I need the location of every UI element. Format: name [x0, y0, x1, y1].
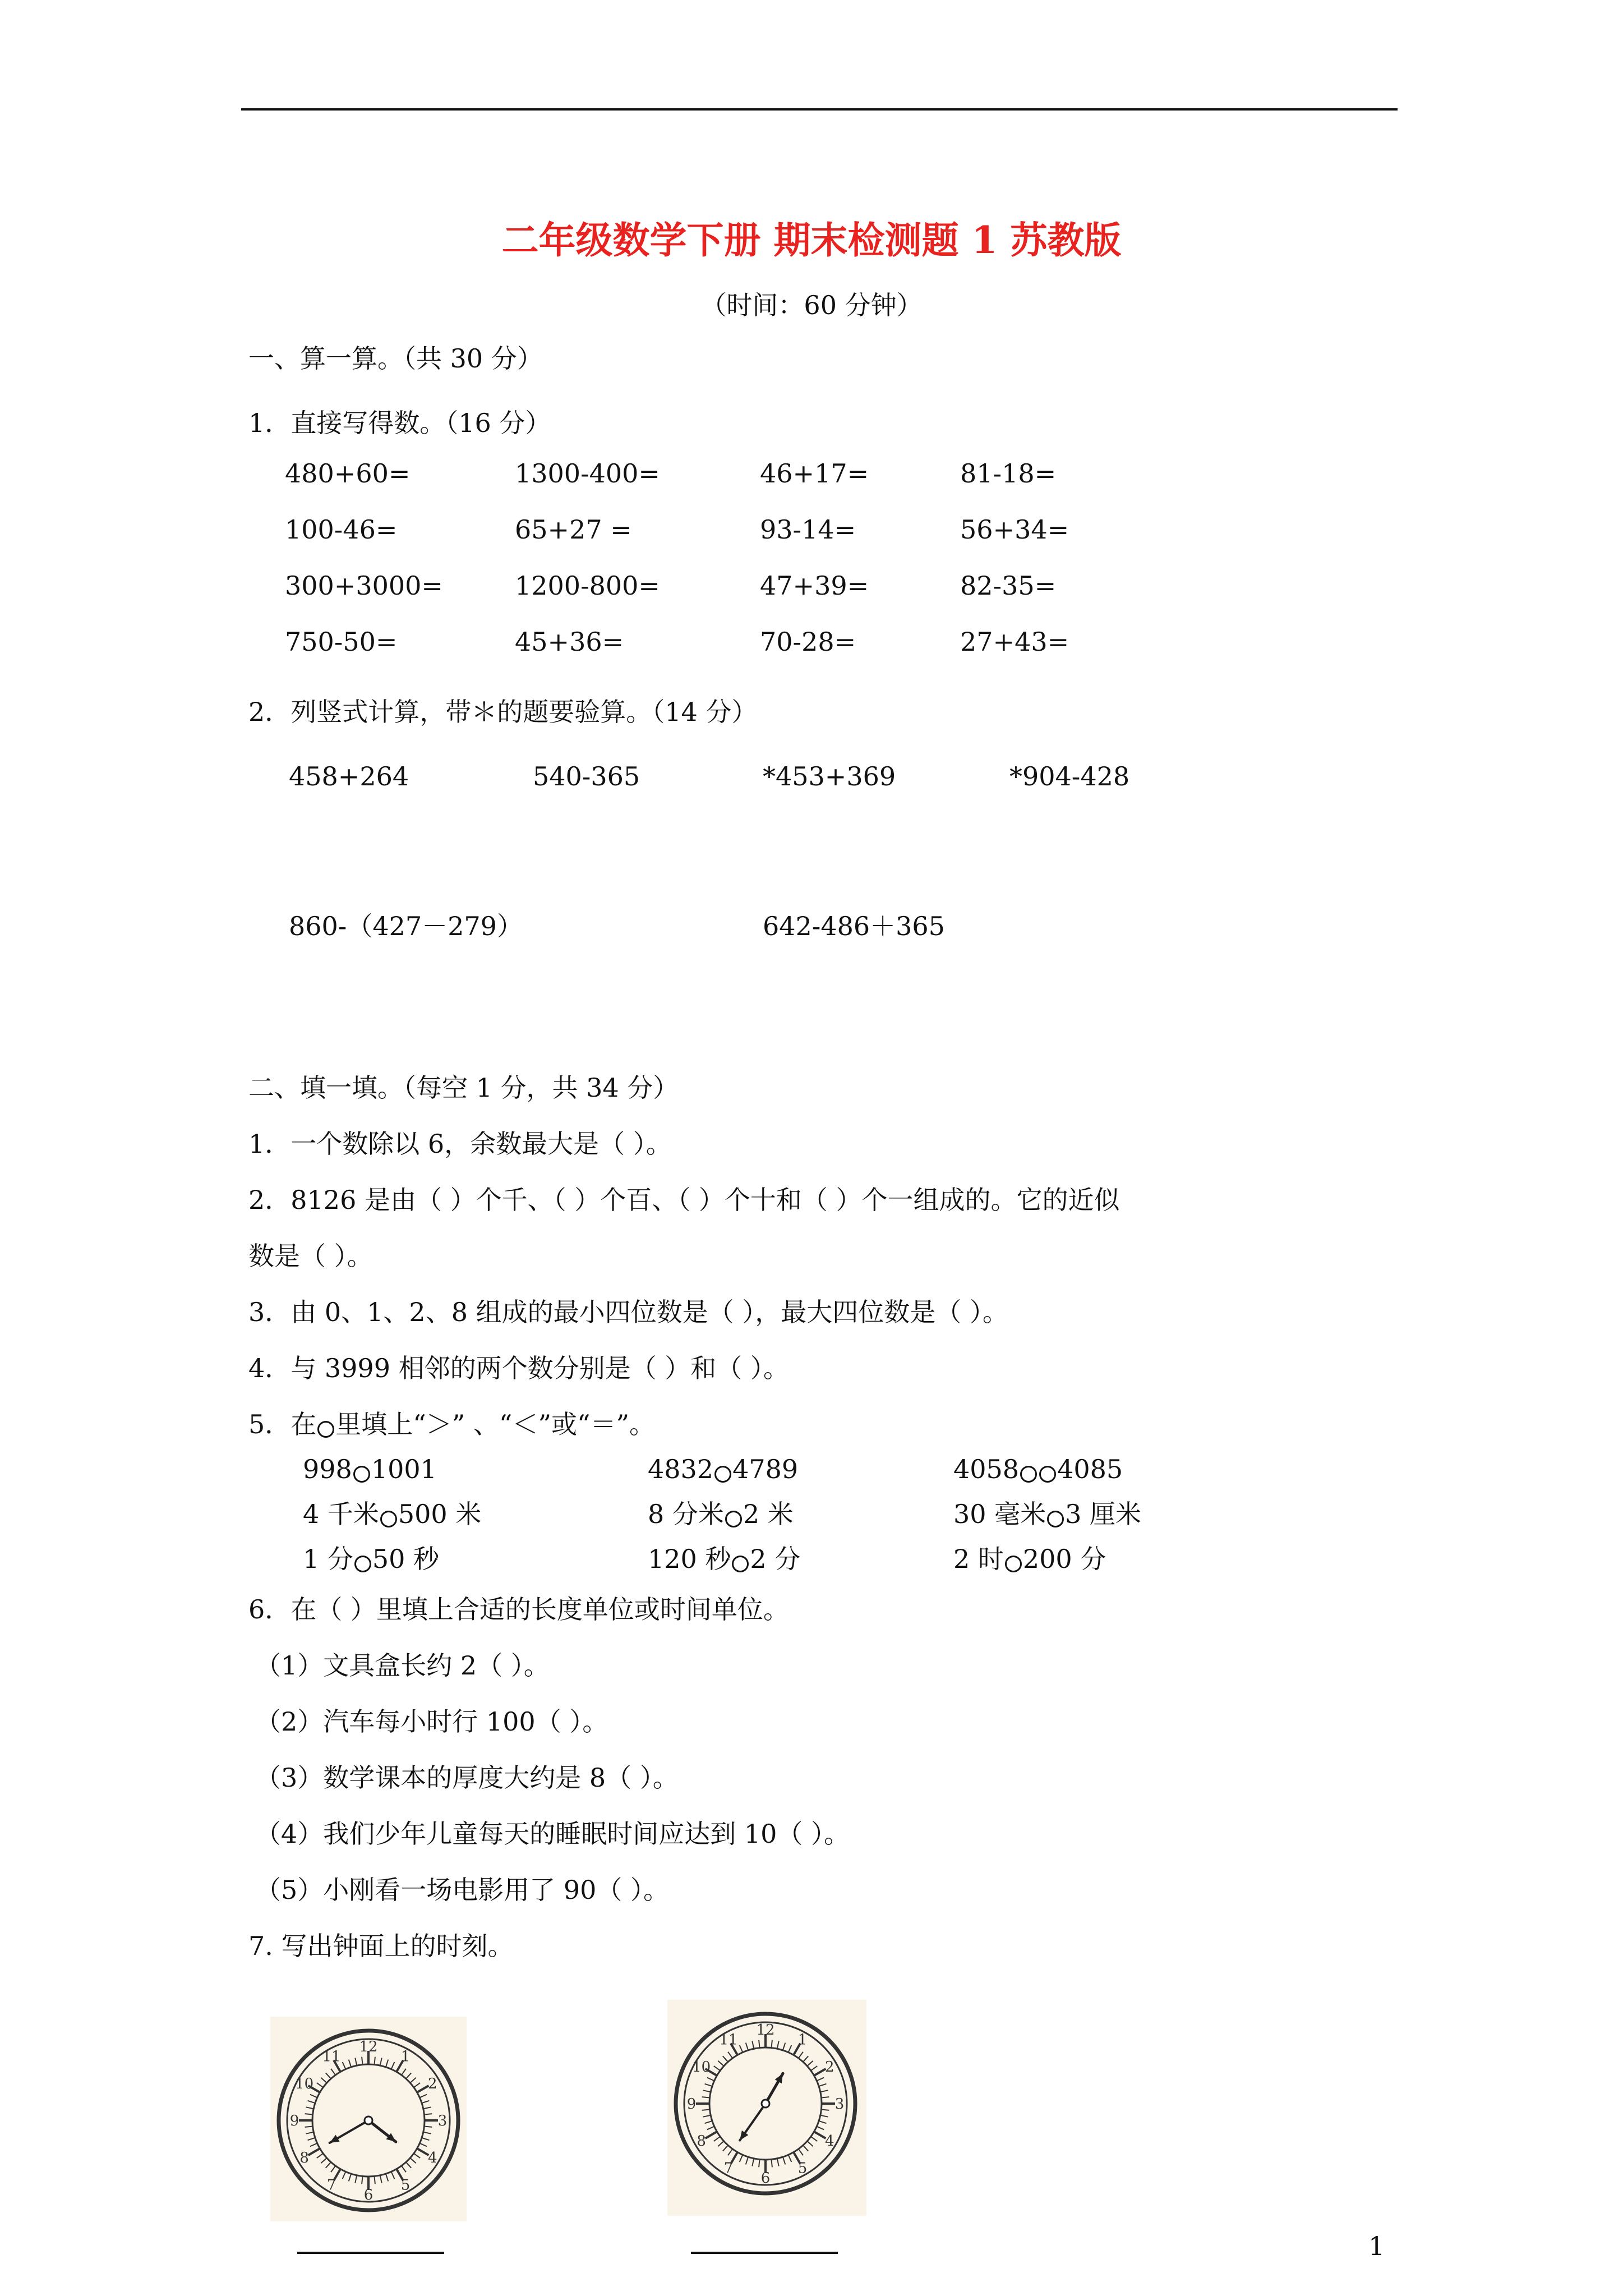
clock-tick: [417, 2148, 429, 2155]
clock-tick: [386, 2060, 388, 2067]
clock-2-answer-line: [691, 2252, 838, 2254]
compare-left: 998: [303, 1454, 352, 1484]
clock-center-pin: [762, 2100, 769, 2108]
clock-tick: [422, 2138, 429, 2140]
clock-tick: [771, 2159, 772, 2167]
clock-tick: [406, 2162, 411, 2168]
clock-tick: [799, 2149, 803, 2155]
calc-cell: 47+39=: [760, 570, 869, 601]
compare-left: 8 分米: [648, 1499, 724, 1529]
clock-tick: [308, 2138, 315, 2140]
clock-tick: [714, 2066, 720, 2070]
clock-tick: [783, 2157, 785, 2164]
compare-right: 500 米: [398, 1499, 482, 1529]
compare-item: [303, 1453, 437, 1485]
clock-tick: [308, 2101, 315, 2103]
clock-tick: [777, 2041, 779, 2049]
compare-circle-icon[interactable]: [1020, 1466, 1037, 1483]
calc-cell: 65+27 =: [515, 514, 632, 545]
clock-tick: [703, 2115, 711, 2117]
clock-number: 4: [825, 2133, 834, 2150]
compare-item: [648, 1498, 794, 1530]
section2-q3: 3．由 0、1、2、8 组成的最小四位数是（ ），最大四位数是（ ）。: [248, 1297, 1008, 1327]
clock-tick: [414, 2083, 420, 2087]
compare-item: [953, 1498, 1141, 1530]
calc-cell: 750-50=: [285, 627, 398, 657]
clock-number: 4: [428, 2150, 437, 2166]
clock-tick: [702, 2109, 710, 2110]
calc-cell: 1300-400=: [515, 458, 660, 489]
clock-2: [670, 2008, 861, 2199]
clock-number: 11: [322, 2048, 341, 2065]
clock-tick: [819, 2121, 826, 2123]
clock-tick: [705, 2084, 712, 2086]
clock-number: 3: [834, 2096, 845, 2113]
time-note: （时间：60 分钟）: [700, 290, 923, 320]
compare-left: 30 毫米: [953, 1499, 1046, 1529]
q6-item: （1）文具盒长约 2（ ）。: [255, 1650, 550, 1681]
clock-tick: [820, 2115, 828, 2117]
compare-right: 2 米: [743, 1499, 794, 1529]
section1-q1-label: 1．直接写得数。（16 分）: [248, 408, 551, 438]
calc-cell: 81-18=: [960, 458, 1057, 489]
clock-tick: [817, 2078, 824, 2081]
compare-circle-icon[interactable]: [380, 1511, 397, 1527]
clock-1-answer-line: [297, 2252, 444, 2254]
section2-q4: 4．与 3999 相邻的两个数分别是（ ）和（ ）。: [248, 1353, 789, 1383]
clock-tick: [728, 2149, 732, 2155]
calc-cell: 300+3000=: [285, 570, 443, 601]
clock-tick: [343, 2062, 346, 2069]
section2-q2-line2: 数是（ ）。: [248, 1241, 373, 1271]
calc-cell: 93-14=: [760, 514, 856, 545]
compare-item: [953, 1453, 1123, 1485]
q6-item: （2）汽车每小时行 100（ ）。: [255, 1706, 608, 1737]
clock-tick: [305, 2126, 313, 2127]
clock-number: 9: [289, 2113, 299, 2129]
calc-cell: 82-35=: [960, 570, 1057, 601]
clock-tick: [707, 2127, 714, 2130]
clock-tick: [306, 2107, 313, 2109]
clock-tick: [380, 2175, 382, 2183]
clock-tick: [706, 2132, 717, 2138]
clock-tick: [723, 2056, 728, 2062]
clock-tick: [783, 2043, 785, 2050]
clock-tick: [414, 2154, 420, 2158]
clock-number: 5: [797, 2160, 808, 2177]
vertical-calc-item: *904-428: [1009, 761, 1130, 792]
vertical-calc-item: *453+369: [763, 761, 896, 792]
clock-tick: [419, 2095, 427, 2098]
clock-tick: [380, 2058, 382, 2065]
clock-number: 6: [363, 2187, 374, 2203]
section2-q5-label: [248, 1408, 655, 1441]
vertical-calc-item: 860-（427－279）: [289, 911, 523, 941]
clock-tick: [331, 2069, 335, 2075]
clock-tick: [308, 2148, 320, 2155]
calc-cell: 70-28=: [760, 627, 856, 657]
calc-cell: 27+43=: [960, 627, 1069, 657]
clock-tick: [410, 2158, 416, 2163]
compare-right: 4085: [1057, 1454, 1123, 1484]
clock-tick: [752, 2159, 754, 2166]
clock-tick: [410, 2078, 416, 2083]
clock-tick: [355, 2058, 357, 2065]
clock-number: 2: [428, 2076, 437, 2092]
clock-tick: [310, 2143, 317, 2147]
clock-tick: [331, 2166, 335, 2172]
clock-number: 7: [723, 2160, 734, 2177]
clock-tick: [419, 2143, 427, 2147]
section2-heading: 二、填一填。（每空 1 分，共 34 分）: [248, 1073, 679, 1103]
clock-tick: [343, 2171, 346, 2179]
vertical-calc-item: 642-486＋365: [763, 911, 945, 941]
compare-item: [648, 1453, 798, 1485]
clock-number: 10: [295, 2076, 314, 2092]
q5-label-post: 里填上“＞” 、“＜”或“＝”。: [335, 1409, 656, 1439]
clock-tick: [803, 2056, 808, 2062]
clock-tick: [807, 2061, 813, 2066]
clock-center-pin: [365, 2116, 372, 2124]
clock-number: 10: [692, 2059, 711, 2076]
clock-tick: [714, 2137, 720, 2141]
q6-item: （5）小刚看一场电影用了 90（ ）。: [255, 1875, 670, 1905]
compare-circle-icon: [317, 1421, 334, 1438]
clock-tick: [402, 2069, 406, 2075]
calc-cell: 56+34=: [960, 514, 1069, 545]
compare-right: 50 秒: [372, 1544, 440, 1574]
clock-tick: [349, 2060, 351, 2067]
section1-q2-label: 2．列竖式计算，带＊的题要验算。（14 分）: [248, 697, 758, 727]
compare-circle-icon[interactable]: [354, 1556, 371, 1572]
vertical-calc-item: 458+264: [289, 761, 409, 792]
q5-label-pre: 5．在: [248, 1409, 317, 1439]
clock-tick: [740, 2045, 743, 2053]
calc-cell: 46+17=: [760, 458, 869, 489]
compare-circle-icon[interactable]: [1005, 1556, 1022, 1572]
clock-tick: [326, 2162, 331, 2168]
clock-number: 1: [797, 2031, 808, 2049]
clock-tick: [391, 2062, 395, 2069]
calc-cell: 1200-800=: [515, 570, 660, 601]
clock-tick: [321, 2158, 326, 2163]
clock-tick: [803, 2145, 808, 2151]
clock-tick: [752, 2041, 754, 2049]
compare-left: 4 千米: [303, 1499, 379, 1529]
clock-tick: [777, 2159, 779, 2166]
compare-left: 1 分: [303, 1544, 353, 1574]
header-rule: [241, 108, 1398, 111]
compare-left: 4058: [953, 1454, 1020, 1484]
clock-tick: [746, 2157, 748, 2164]
clock-tick: [811, 2066, 817, 2070]
clock-tick: [718, 2061, 723, 2066]
clock-number: 12: [756, 2022, 775, 2039]
section1-heading: 一、算一算。（共 30 分）: [248, 343, 543, 374]
clock-tick: [317, 2083, 323, 2087]
q6-item: （4）我们少年儿童每天的睡眠时间应达到 10（ ）。: [255, 1819, 850, 1849]
vertical-calc-item: 540-365: [533, 761, 640, 792]
clock-number: 1: [400, 2048, 411, 2065]
clock-number: 6: [760, 2170, 771, 2187]
compare-right: 2 分: [750, 1544, 801, 1574]
clock-tick: [424, 2126, 432, 2127]
clock-tick: [723, 2145, 728, 2151]
q6-item: （3）数学课本的厚度大约是 8（ ）。: [255, 1763, 679, 1793]
clock-number: 3: [437, 2113, 448, 2129]
clock-tick: [819, 2084, 826, 2086]
compare-right: 200 分: [1022, 1544, 1106, 1574]
compare-circle-icon[interactable]: [1039, 1466, 1056, 1483]
clock-minute-hand-tip: [740, 2131, 748, 2141]
clock-number: 8: [299, 2150, 309, 2166]
clock-tick: [321, 2078, 326, 2083]
clock-tick: [718, 2141, 723, 2146]
calc-cell: 100-46=: [285, 514, 398, 545]
clock-tick: [789, 2155, 792, 2162]
section2-q6-label: 6．在（ ）里填上合适的长度单位或时间单位。: [248, 1594, 789, 1625]
clock-tick: [746, 2043, 748, 2050]
clock-tick: [771, 2040, 772, 2048]
compare-circle-icon[interactable]: [353, 1466, 370, 1483]
clock-tick: [728, 2052, 732, 2058]
clock-number: 8: [697, 2133, 706, 2150]
compare-circle-icon[interactable]: [1047, 1511, 1064, 1527]
clock-tick: [306, 2132, 313, 2134]
clock-tick: [326, 2073, 331, 2078]
clock-tick: [402, 2166, 406, 2172]
clock-tick: [317, 2154, 323, 2158]
section2-q7-label: 7. 写出钟面上的时刻。: [248, 1931, 514, 1961]
clock-tick: [349, 2174, 351, 2181]
compare-left: 4832: [648, 1454, 714, 1484]
clock-tick: [707, 2078, 714, 2081]
compare-item: [303, 1543, 439, 1575]
clock-number: 2: [825, 2059, 834, 2076]
clock-tick: [705, 2121, 712, 2123]
clock-tick: [821, 2109, 829, 2110]
clock-tick: [703, 2090, 711, 2092]
clock-tick: [423, 2132, 431, 2134]
clock-tick: [789, 2045, 792, 2053]
compare-circle-icon[interactable]: [725, 1511, 742, 1527]
clock-number: 11: [719, 2031, 738, 2049]
compare-item: [303, 1498, 481, 1530]
clock-tick: [422, 2101, 429, 2103]
clock-tick: [807, 2141, 813, 2146]
compare-item: [953, 1543, 1106, 1575]
compare-circle-icon[interactable]: [714, 1466, 731, 1483]
section2-q2-line1: 2．8126 是由（ ）个千、（ ）个百、（ ）个十和（ ）个一组成的。它的近似: [248, 1185, 1120, 1215]
calc-cell: 45+36=: [515, 627, 624, 657]
clock-tick: [817, 2127, 824, 2130]
clock-tick: [374, 2057, 375, 2065]
compare-circle-icon[interactable]: [732, 1556, 749, 1572]
section2-q1: 1．一个数除以 6，余数最大是（ ）。: [248, 1129, 672, 1159]
clock-tick: [374, 2176, 375, 2184]
clock-number: 7: [326, 2177, 336, 2194]
clock-number: 9: [686, 2096, 697, 2113]
compare-left: 2 时: [953, 1544, 1004, 1574]
page-title: 二年级数学下册 期末检测题 1 苏教版: [501, 218, 1122, 262]
compare-left: 120 秒: [648, 1544, 731, 1574]
compare-right: 4789: [732, 1454, 799, 1484]
clock-tick: [423, 2107, 431, 2109]
clock-number: 5: [400, 2177, 411, 2194]
clock-tick: [417, 2086, 429, 2092]
compare-item: [648, 1543, 800, 1575]
clock-number: 12: [359, 2039, 378, 2055]
clock-tick: [310, 2095, 317, 2098]
clock-1: [273, 2025, 464, 2216]
clock-tick: [820, 2090, 828, 2092]
calc-cell: 480+60=: [285, 458, 411, 489]
clock-tick: [391, 2171, 395, 2179]
clock-tick: [814, 2132, 826, 2138]
clock-tick: [355, 2175, 357, 2183]
compare-right: 1001: [371, 1454, 437, 1484]
clock-tick: [386, 2174, 388, 2181]
page-number: 1: [1368, 2231, 1385, 2261]
clock-tick: [740, 2155, 743, 2162]
compare-right: 3 厘米: [1065, 1499, 1142, 1529]
clock-tick: [811, 2137, 817, 2141]
clock-tick: [814, 2069, 826, 2076]
clock-tick: [799, 2052, 803, 2058]
clock-tick: [406, 2073, 411, 2078]
